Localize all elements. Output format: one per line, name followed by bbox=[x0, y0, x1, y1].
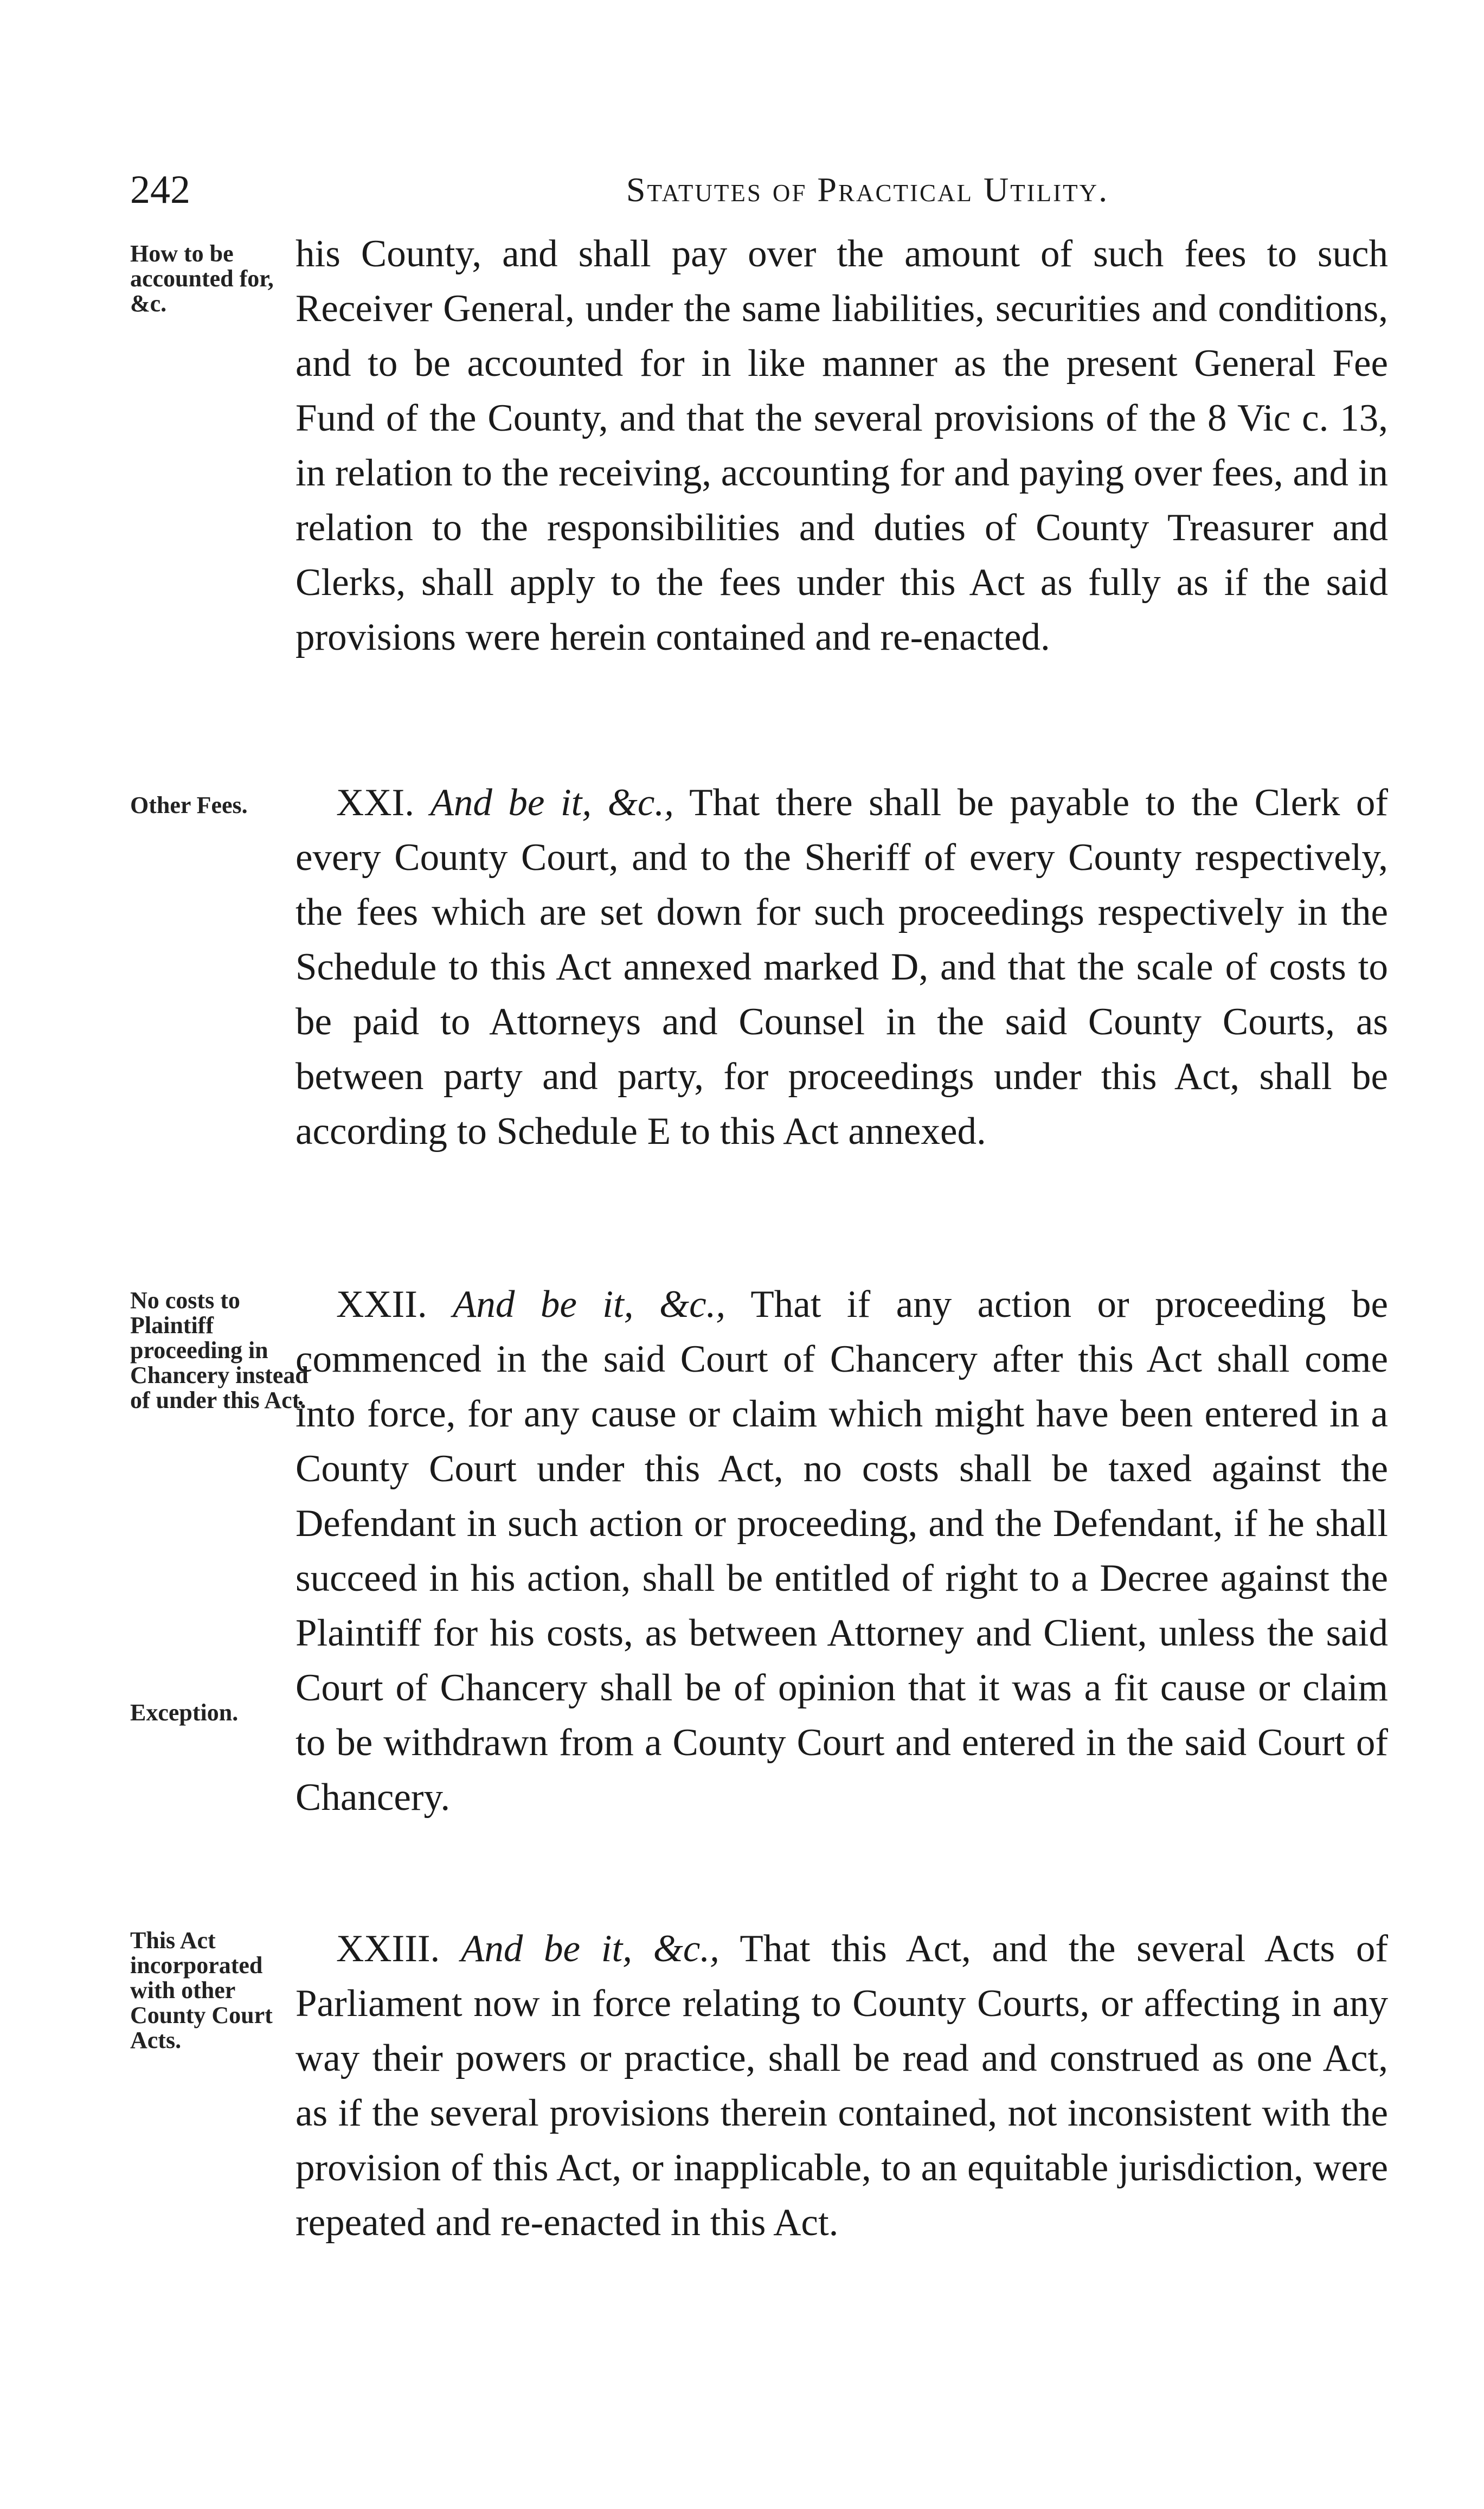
section-xxii bbox=[295, 1277, 1388, 1825]
margin-note-how-accounted: How to be accounted for, &c. bbox=[130, 240, 274, 317]
enacting-formula: And be it, &c., bbox=[430, 782, 674, 824]
enacting-formula: And be it, &c., bbox=[453, 1283, 726, 1326]
paragraph-text: his County, and shall pay over the amount of such fees to such Receiver General, under the same liabilities, securities and conditions, and to be accounted for in like manner as the present General Fee Fund of the County, and that the several provisions of the 8 Vic c. 13, in relation to the receiving, accounting for and paying over fees, and in relation to the responsibilities and duties of County Treasurer and Clerks, shall apply to the fees under this Act as fully as if the said provisions were herein contained and re-enacted. bbox=[295, 233, 1388, 658]
section-xxiii bbox=[295, 1922, 1388, 2250]
margin-note-other-fees: Other Fees. bbox=[130, 792, 248, 818]
running-title: Statutes of Practical Utility. bbox=[626, 170, 1109, 209]
margin-note-exception: Exception. bbox=[130, 1699, 239, 1726]
section-number: XXIII. bbox=[336, 1928, 440, 1970]
page-number: 242 bbox=[130, 168, 190, 212]
margin-note-no-costs: No costs to Plaintiff proceeding in Chancery instead of under this Act. bbox=[130, 1287, 309, 1413]
enacting-formula: And be it, &c., bbox=[460, 1928, 719, 1970]
section-number: XXI. bbox=[336, 782, 414, 824]
section-text: That this Act, and the several Acts of Parliament now in force relating to County Courts, or affecting in any way their powers or practice, shall be read and construed as one Act, as if the several provisions therein contained, not inconsistent with the provision of this Act, or inapplicable, to an equitable jurisdiction, were repeated and re-enacted in this Act. bbox=[295, 1928, 1389, 2244]
section-text: That there shall be payable to the Clerk of every County Court, and to the Sheriff of every County respectively, the fees which are set down for such proceedings respectively in the Schedule to this Act annexed marked D, and that the scale of costs to be paid to Attorneys and Counsel in the said County Courts, as between party and party, for proceedings under this Act, shall be according to Schedule E to this Act annexed. bbox=[295, 782, 1389, 1153]
page-header bbox=[130, 163, 1410, 217]
section-number: XXII. bbox=[336, 1283, 427, 1326]
section-text: That if any action or proceeding be commenced in the said Court of Chancery after this Act shall come into force, for any cause or claim which might have been entered in a County Court under this Act, no costs shall be taxed against the Defendant in such action or proceeding, and the Defendant, if he shall succeed in his action, shall be entitled of right to a Decree against the Plaintiff for his costs, as between Attorney and Client, unless the said Court of Chancery shall be of opinion that it was a fit cause or claim to be withdrawn from a County Court and entered in the said Court of Chancery. bbox=[295, 1283, 1388, 1819]
paragraph-continued bbox=[295, 227, 1388, 665]
section-xxi bbox=[295, 776, 1388, 1159]
margin-note-incorporated: This Act incorporated with other County Court Acts. bbox=[130, 1927, 273, 2053]
